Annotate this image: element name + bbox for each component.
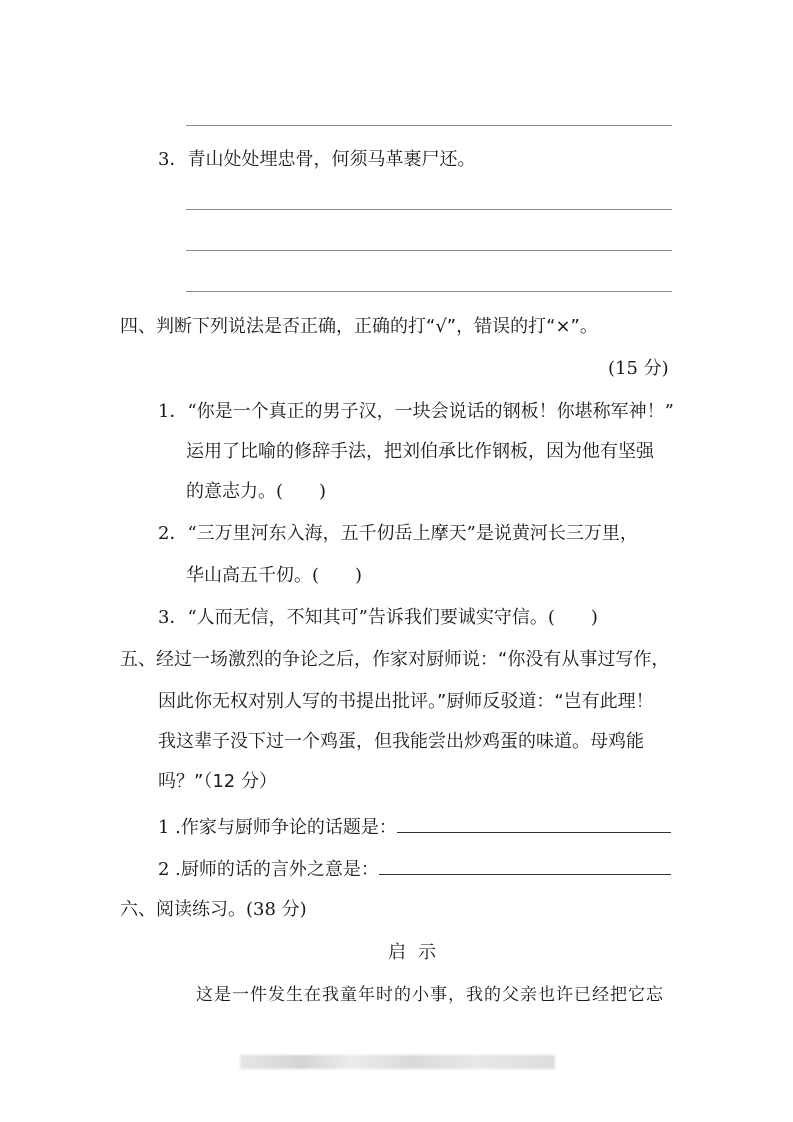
section5-line2: 因此你无权对别人写的书提出批评。”厨师反驳道：“岂有此理！ — [158, 691, 654, 712]
section4-item1-line3: 的意志力。( ) — [186, 481, 327, 502]
passage-first-line: 这是一件发生在我童年时的小事，我的父亲也许已经把它忘 — [196, 985, 664, 1005]
section3-item3: 3．青山处处埋忠骨，何须马革裹尸还。 — [158, 149, 476, 170]
answer-line — [186, 125, 672, 126]
answer-line — [186, 209, 672, 210]
answer-blank[interactable] — [379, 856, 671, 875]
section5-line3: 我这辈子没下过一个鸡蛋，但我能尝出炒鸡蛋的味道。母鸡能 — [158, 731, 644, 752]
section4-score: (15 分) — [608, 358, 669, 379]
section4-heading: 四、判断下列说法是否正确，正确的打“√”，错误的打“×”。 — [120, 316, 598, 337]
section4-item2-line1: 2．“三万里河东入海，五千仞岳上摩天”是说黄河长三万里， — [158, 523, 638, 544]
section5-line4: 吗？”（12 分） — [158, 771, 277, 792]
section5-q1 — [158, 814, 671, 840]
answer-line — [186, 291, 672, 292]
section4-item2-line2: 华山高五千仞。( ) — [186, 565, 363, 586]
footer-watermark — [240, 1055, 555, 1069]
section5-q2-text: 2 .厨师的话的言外之意是： — [158, 859, 379, 880]
section4-item1-line1: 1．“你是一个真正的男子汉，一块会说话的钢板！你堪称军神！” — [158, 401, 674, 422]
section5-q1-text: 1 .作家与厨师争论的话题是： — [158, 817, 397, 838]
section4-item1-line2: 运用了比喻的修辞手法，把刘伯承比作钢板，因为他有坚强 — [186, 441, 654, 462]
passage-title: 启示 — [388, 942, 448, 963]
section6-heading: 六、阅读练习。(38 分) — [120, 899, 307, 920]
section5-q2 — [158, 856, 671, 882]
answer-line — [186, 250, 672, 251]
section5-line1: 五、经过一场激烈的争论之后，作家对厨师说：“你没有从事过写作， — [120, 649, 670, 670]
answer-blank[interactable] — [397, 814, 671, 833]
section4-item3: 3．“人而无信，不知其可”告诉我们要诚实守信。( ) — [158, 607, 598, 628]
